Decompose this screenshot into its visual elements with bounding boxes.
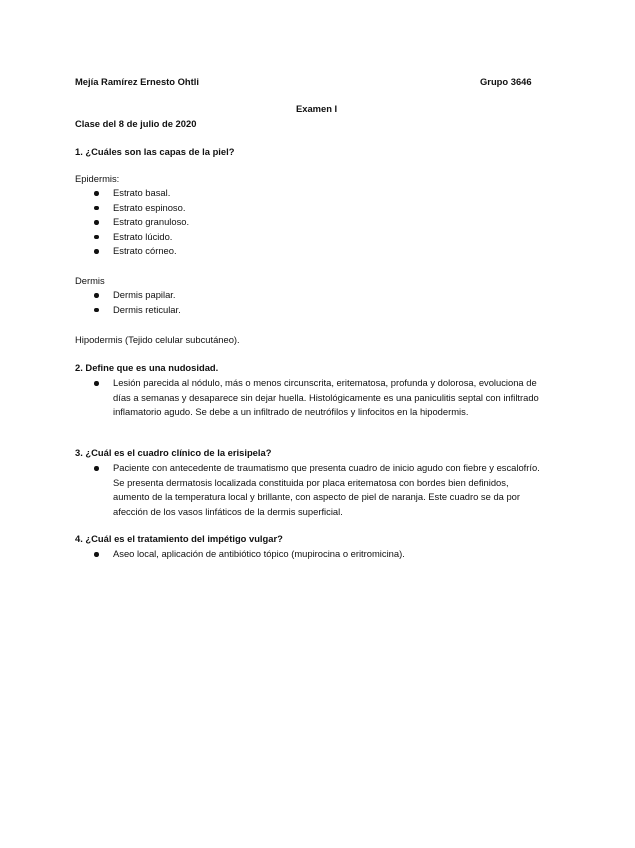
list-item: Estrato basal.: [75, 186, 545, 201]
dermis-label: Dermis: [75, 275, 105, 286]
question-3: 3. ¿Cuál es el cuadro clínico de la erisipela?: [75, 447, 272, 458]
answer-2-list: [75, 376, 545, 420]
answer-2: Lesión parecida al nódulo, más o menos circunscrita, eritematosa, profunda y dolorosa, evoluciona de días a semanas y desaparece sin dejar huella. Histológicamente es una paniculitis septal con infiltrado inflamatorio agudo. Se debe a un infiltrado de neutrófilos y linfocitos en la hipodermis.: [75, 376, 545, 420]
answer-3: Paciente con antecedente de traumatismo que presenta cuadro de inicio agudo con fiebre y escalofrío. Se presenta dermatosis localizada constituida por placa eritematosa con bordes bien definidos, aumento de la temperatura local y brillante, con aspecto de piel de naranja. Este cuadro se da por afección de los vasos linfáticos de la dermis superficial.: [75, 461, 545, 519]
hypodermis-text: Hipodermis (Tejido celular subcutáneo).: [75, 334, 240, 345]
list-item: Estrato granuloso.: [75, 215, 545, 230]
class-date: Clase del 8 de julio de 2020: [75, 118, 197, 129]
dermis-list: [75, 288, 545, 317]
list-item: Dermis papilar.: [75, 288, 545, 303]
question-4: 4. ¿Cuál es el tratamiento del impétigo vulgar?: [75, 533, 283, 544]
answer-4-list: [75, 547, 545, 562]
epidermis-label: Epidermis:: [75, 173, 120, 184]
group-label: Grupo 3646: [480, 76, 532, 87]
question-1: 1. ¿Cuáles son las capas de la piel?: [75, 146, 235, 157]
question-2: 2. Define que es una nudosidad.: [75, 362, 219, 373]
list-item: Dermis reticular.: [75, 303, 545, 318]
answer-3-list: [75, 461, 545, 519]
list-item: Estrato espinoso.: [75, 201, 545, 216]
exam-title: Examen I: [296, 103, 338, 114]
student-name: Mejía Ramírez Ernesto Ohtli: [75, 76, 199, 87]
list-item: Estrato córneo.: [75, 244, 545, 259]
epidermis-list: [75, 186, 545, 259]
list-item: Estrato lúcido.: [75, 230, 545, 245]
answer-4: Aseo local, aplicación de antibiótico tópico (mupirocina o eritromicina).: [75, 547, 545, 562]
